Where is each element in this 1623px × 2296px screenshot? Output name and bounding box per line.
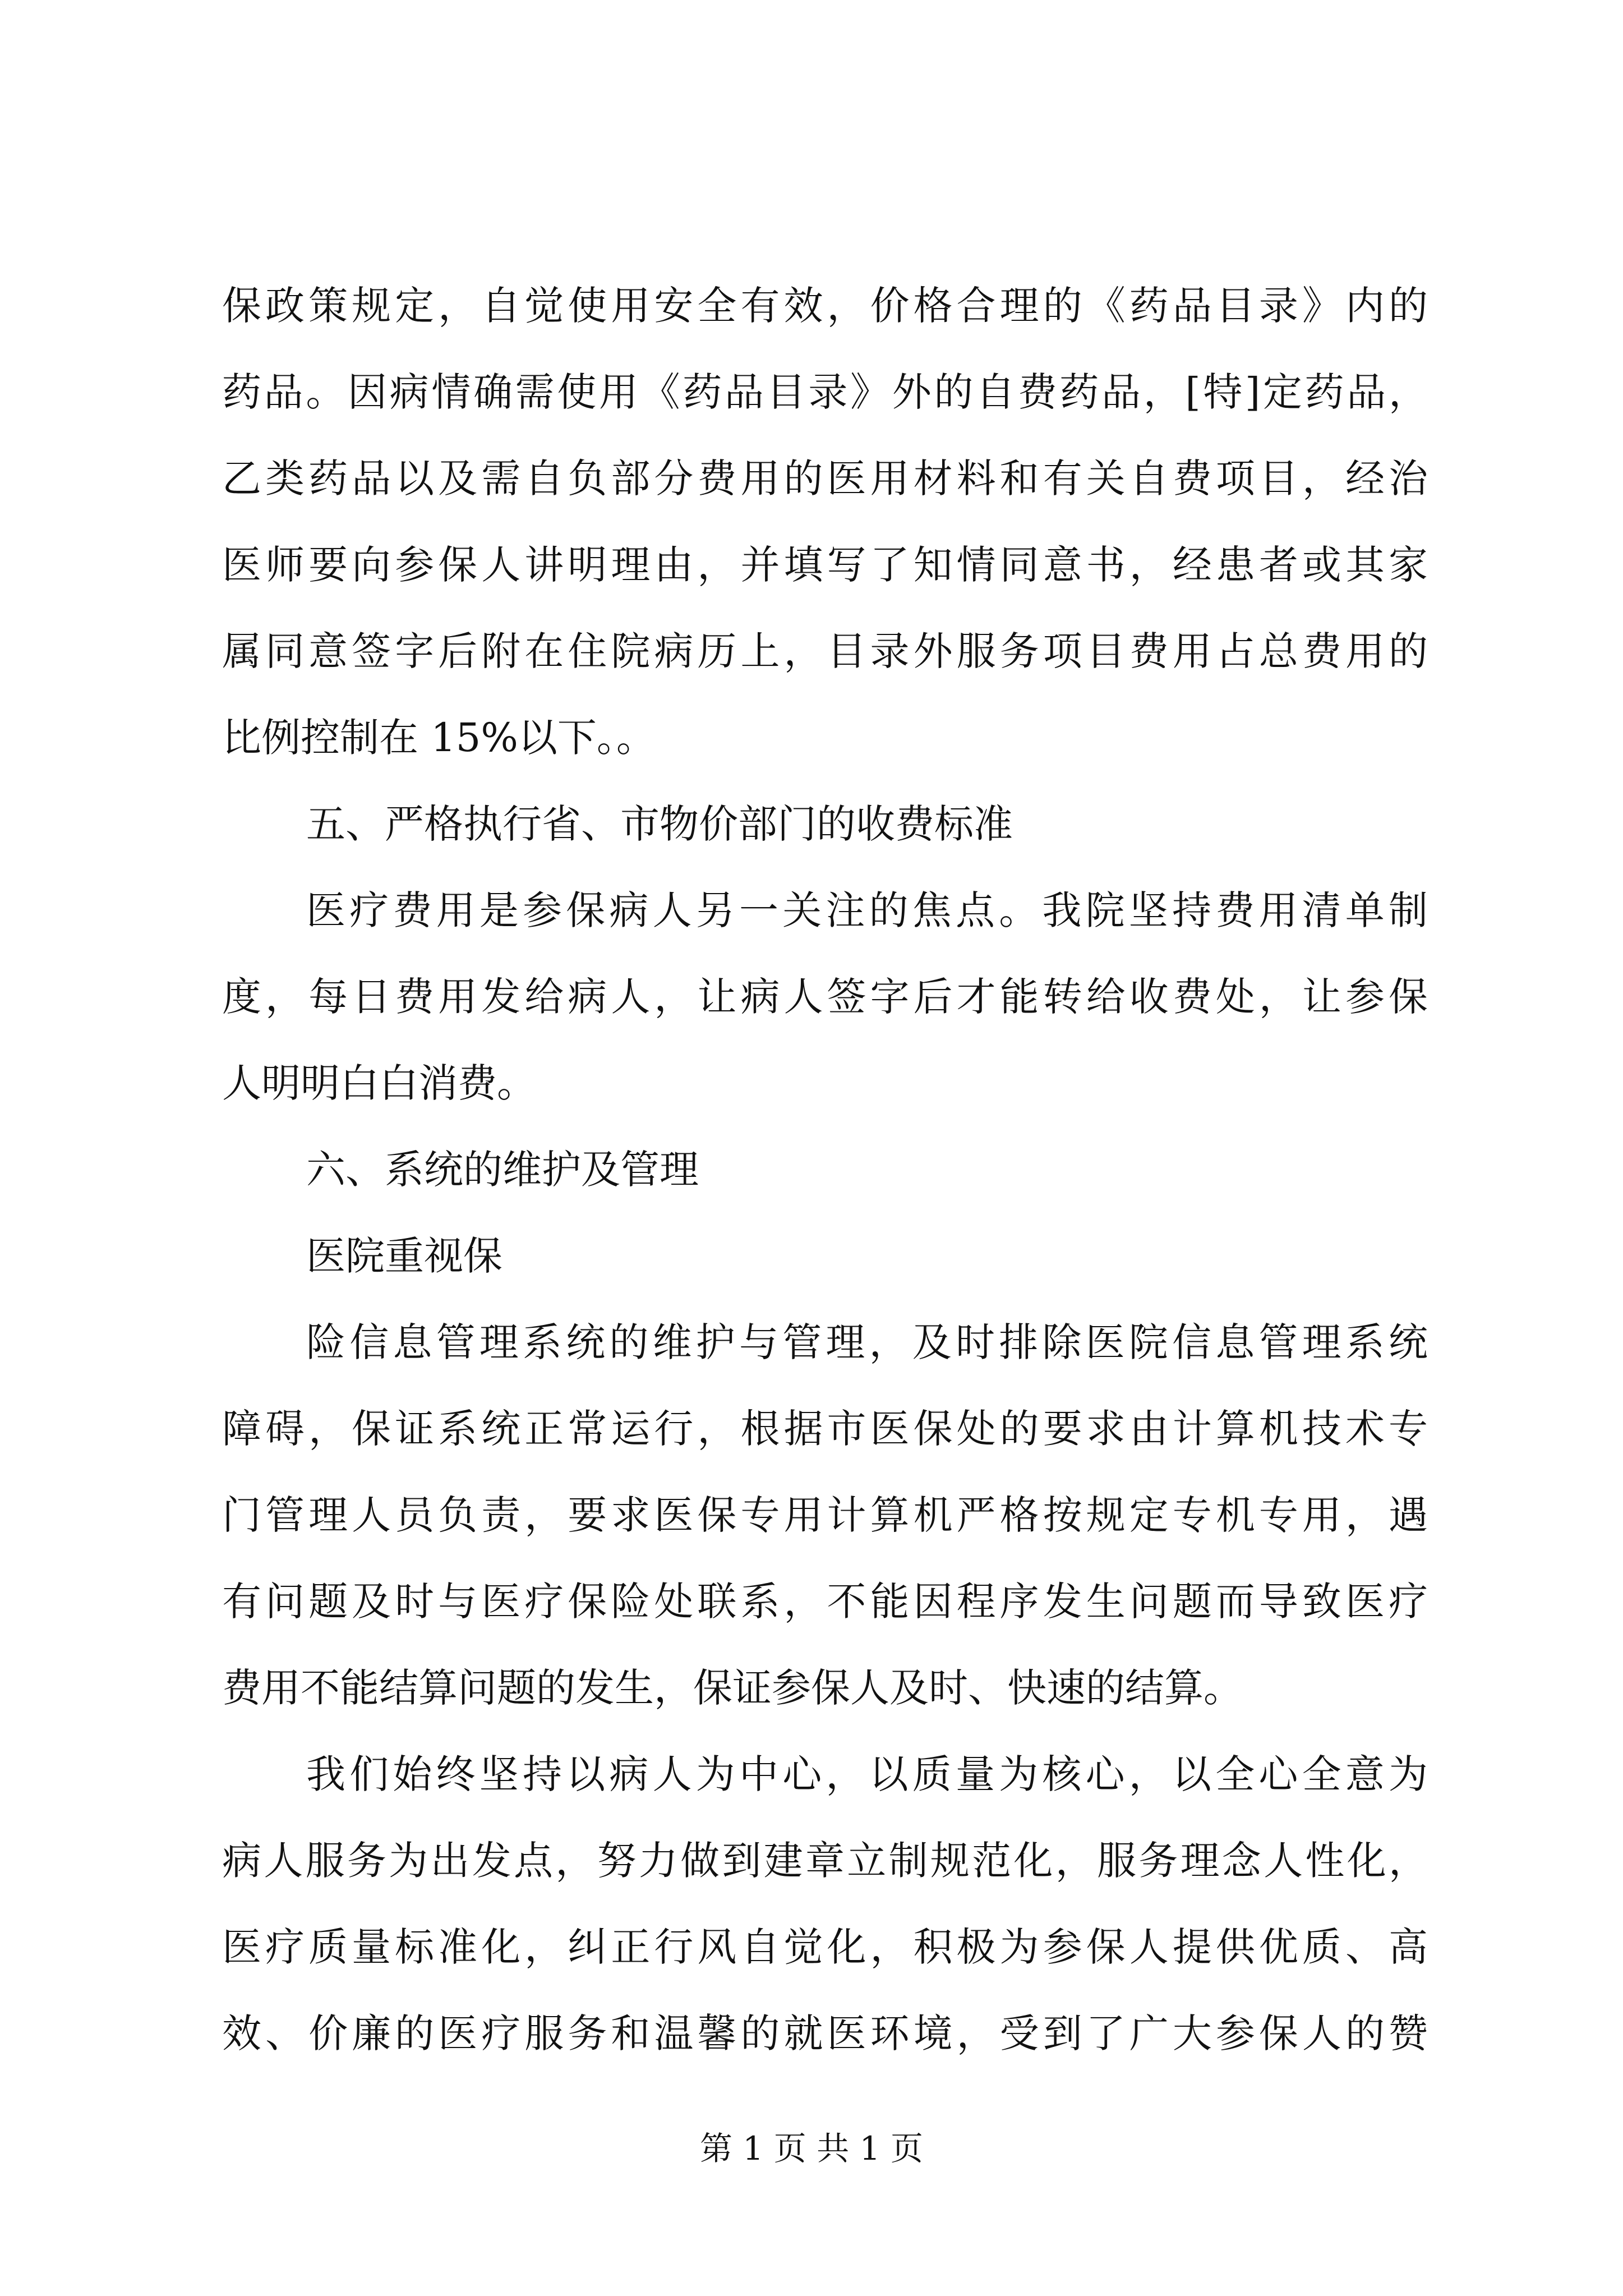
text-line: 费用不能结算问题的发生，保证参保人及时、快速的结算。	[222, 1665, 1243, 1711]
text-line: 医师要向参保人讲明理由，并填写了知情同意书，经患者或其家	[222, 542, 1428, 588]
text-line: 障碍，保证系统正常运行，根据市医保处的要求由计算机技术专	[222, 1406, 1428, 1452]
text-line: 医疗质量标准化，纠正行风自觉化，积极为参保人提供优质、高	[222, 1924, 1428, 1970]
text-line: 人明明白白消费。	[222, 1060, 536, 1106]
page-footer: 第 1 页 共 1 页	[700, 2129, 923, 2168]
text-line: 有问题及时与医疗保险处联系，不能因程序发生问题而导致医疗	[222, 1579, 1428, 1625]
text-line: 度，每日费用发给病人，让病人签字后才能转给收费处，让参保	[222, 974, 1428, 1020]
text-line: 病人服务为出发点，努力做到建章立制规范化，服务理念人性化，	[222, 1838, 1428, 1884]
text-line: 乙类药品以及需自负部分费用的医用材料和有关自费项目，经治	[222, 455, 1428, 501]
text-line: 我们始终坚持以病人为中心，以质量为核心，以全心全意为	[306, 1751, 1428, 1797]
text-line: 属同意签字后附在住院病历上，目录外服务项目费用占总费用的	[222, 628, 1428, 674]
text-line: 效、价廉的医疗服务和温馨的就医环境，受到了广大参保人的赞	[222, 2010, 1428, 2056]
text-line: 险信息管理系统的维护与管理，及时排除医院信息管理系统	[306, 1319, 1428, 1365]
text-line: 保政策规定，自觉使用安全有效，价格合理的《药品目录》内的	[222, 283, 1428, 329]
text-line: 比例控制在 15%以下。。	[222, 715, 656, 761]
text-line: 门管理人员负责，要求医保专用计算机严格按规定专机专用，遇	[222, 1492, 1428, 1538]
text-line: 药品。因病情确需使用《药品目录》外的自费药品，[特]定药品，	[222, 369, 1428, 415]
section-heading: 六、系统的维护及管理	[306, 1147, 699, 1193]
text-line: 医疗费用是参保病人另一关注的焦点。我院坚持费用清单制	[306, 887, 1428, 933]
section-heading: 五、严格执行省、市物价部门的收费标准	[306, 801, 1013, 847]
text-line: 医院重视保	[306, 1233, 502, 1279]
document-body	[222, 263, 1428, 2077]
